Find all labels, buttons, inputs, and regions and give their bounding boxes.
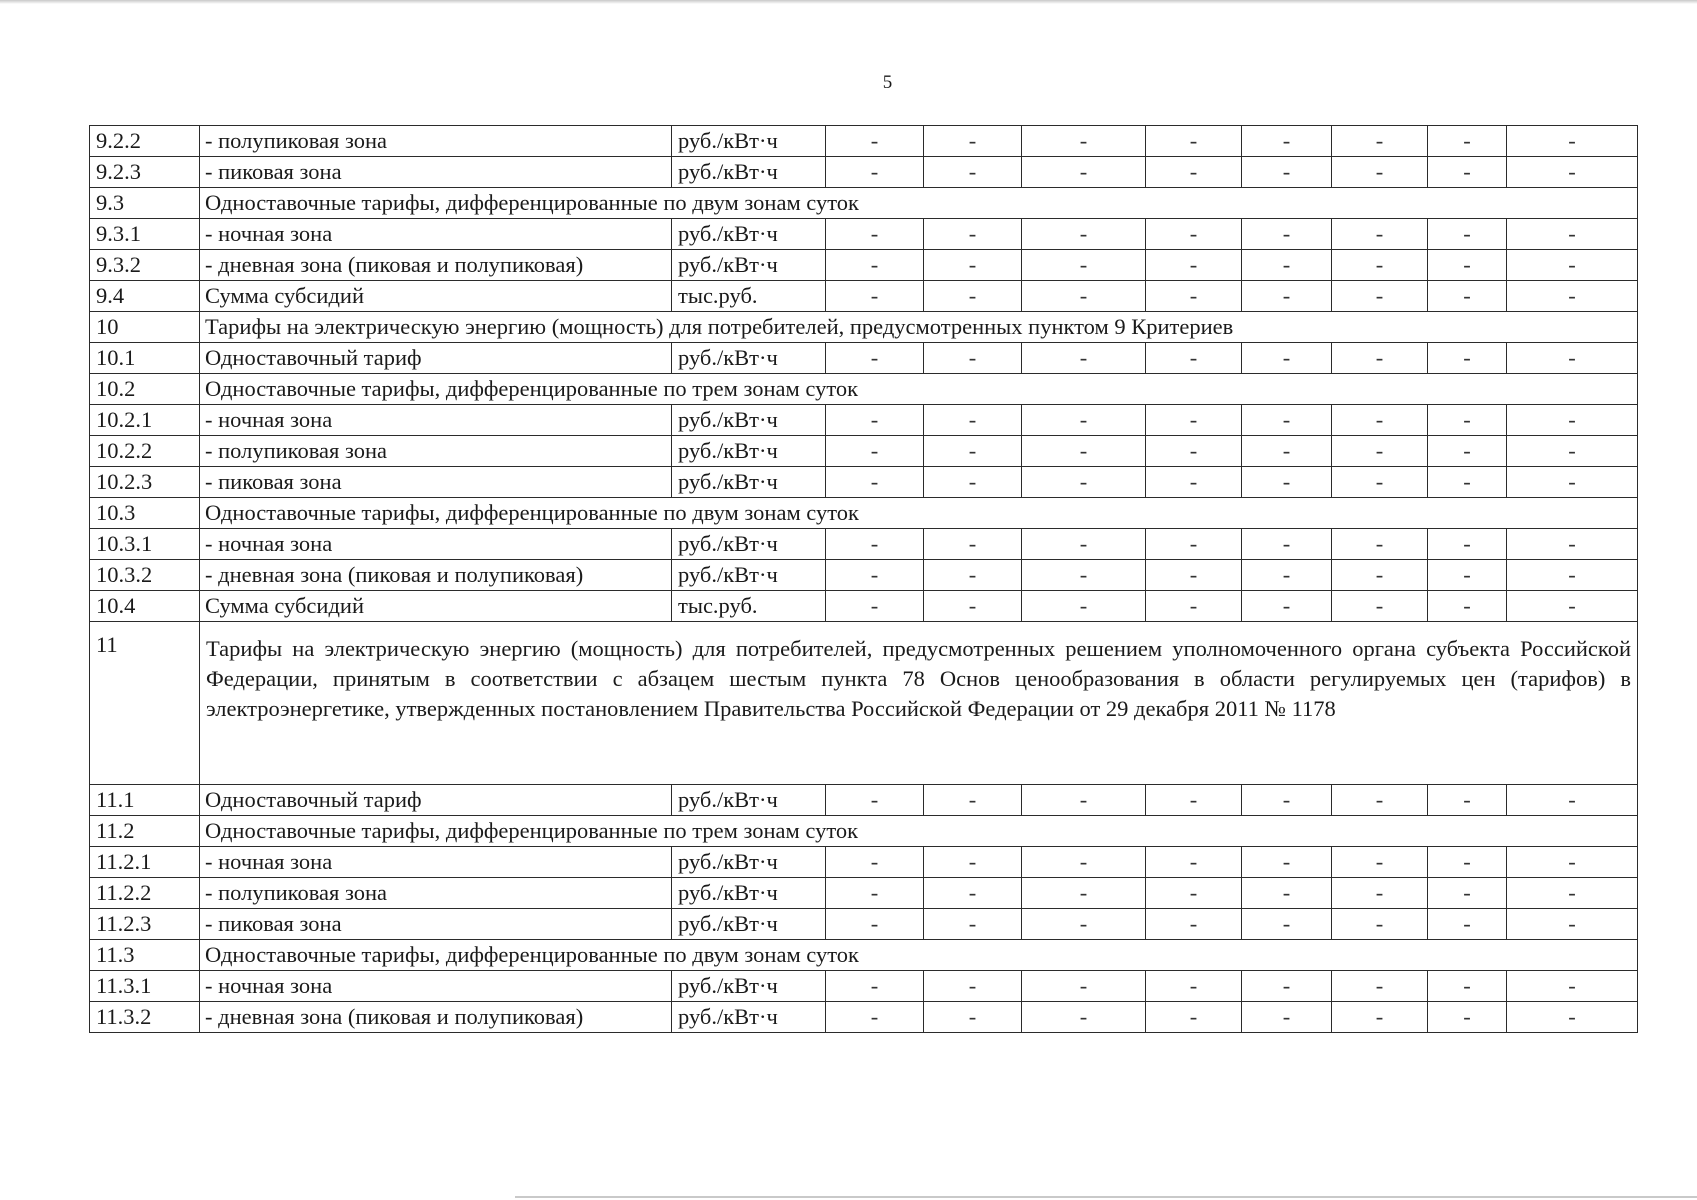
value-cell: - [1022, 436, 1146, 467]
row-unit: тыс.руб. [672, 591, 826, 622]
value-cell: - [1332, 529, 1428, 560]
value-cell: - [826, 250, 924, 281]
value-cell: - [1332, 591, 1428, 622]
value-cell: - [1022, 1002, 1146, 1033]
value-cell: - [1332, 785, 1428, 816]
table-row [90, 847, 1638, 878]
row-name: - полупиковая зона [200, 436, 672, 467]
value-cell: - [1507, 847, 1638, 878]
row-code: 11.3 [90, 940, 200, 971]
row-code: 10.2.3 [90, 467, 200, 498]
value-cell: - [1507, 250, 1638, 281]
value-cell: - [1022, 405, 1146, 436]
row-unit: руб./кВт·ч [672, 560, 826, 591]
row-code: 9.4 [90, 281, 200, 312]
value-cell: - [1022, 971, 1146, 1002]
value-cell: - [1507, 436, 1638, 467]
value-cell: - [1428, 1002, 1507, 1033]
row-code: 11 [90, 622, 200, 785]
value-cell: - [1428, 157, 1507, 188]
value-cell: - [1428, 467, 1507, 498]
row-code: 10 [90, 312, 200, 343]
table-row [90, 343, 1638, 374]
table-row [90, 281, 1638, 312]
value-cell: - [1022, 529, 1146, 560]
value-cell: - [1507, 971, 1638, 1002]
value-cell: - [1022, 467, 1146, 498]
value-cell: - [1242, 909, 1332, 940]
row-unit: руб./кВт·ч [672, 467, 826, 498]
value-cell: - [1428, 250, 1507, 281]
value-cell: - [1242, 343, 1332, 374]
row-code: 10.2.1 [90, 405, 200, 436]
value-cell: - [1428, 529, 1507, 560]
value-cell: - [1428, 560, 1507, 591]
value-cell: - [1428, 785, 1507, 816]
table-row [90, 878, 1638, 909]
value-cell: - [1428, 878, 1507, 909]
value-cell: - [924, 126, 1022, 157]
row-unit: руб./кВт·ч [672, 343, 826, 374]
section-row [90, 940, 1638, 971]
row-name: Одноставочный тариф [200, 785, 672, 816]
value-cell: - [1428, 219, 1507, 250]
value-cell: - [1332, 157, 1428, 188]
table-row [90, 785, 1638, 816]
value-cell: - [1146, 878, 1242, 909]
value-cell: - [1242, 219, 1332, 250]
row-name: - ночная зона [200, 971, 672, 1002]
value-cell: - [924, 467, 1022, 498]
value-cell: - [1242, 971, 1332, 1002]
section-title: Тарифы на электрическую энергию (мощность) для потребителей, предусмотренных пунктом 9 Критериев [200, 312, 1638, 343]
value-cell: - [924, 847, 1022, 878]
value-cell: - [924, 1002, 1022, 1033]
section-row [90, 188, 1638, 219]
value-cell: - [1022, 343, 1146, 374]
value-cell: - [924, 219, 1022, 250]
value-cell: - [1507, 281, 1638, 312]
value-cell: - [1507, 405, 1638, 436]
table-row [90, 591, 1638, 622]
value-cell: - [1146, 250, 1242, 281]
value-cell: - [826, 878, 924, 909]
value-cell: - [1242, 126, 1332, 157]
row-unit: руб./кВт·ч [672, 878, 826, 909]
value-cell: - [1428, 847, 1507, 878]
value-cell: - [1242, 1002, 1332, 1033]
value-cell: - [1332, 971, 1428, 1002]
value-cell: - [1242, 405, 1332, 436]
value-cell: - [1022, 281, 1146, 312]
row-code: 10.3 [90, 498, 200, 529]
row-name: - полупиковая зона [200, 126, 672, 157]
row-name: Сумма субсидий [200, 591, 672, 622]
table-row [90, 436, 1638, 467]
row-code: 10.3.1 [90, 529, 200, 560]
value-cell: - [1428, 591, 1507, 622]
value-cell: - [1428, 971, 1507, 1002]
value-cell: - [1242, 529, 1332, 560]
table-row [90, 405, 1638, 436]
value-cell: - [1332, 126, 1428, 157]
row-code: 11.2.3 [90, 909, 200, 940]
value-cell: - [924, 909, 1022, 940]
value-cell: - [1507, 560, 1638, 591]
value-cell: - [1507, 909, 1638, 940]
value-cell: - [924, 436, 1022, 467]
row-unit: руб./кВт·ч [672, 909, 826, 940]
row-unit: руб./кВт·ч [672, 405, 826, 436]
value-cell: - [1242, 436, 1332, 467]
table-row [90, 250, 1638, 281]
value-cell: - [1332, 1002, 1428, 1033]
row-code: 10.2 [90, 374, 200, 405]
row-code: 11.2 [90, 816, 200, 847]
value-cell: - [826, 529, 924, 560]
row-name: - дневная зона (пиковая и полупиковая) [200, 560, 672, 591]
value-cell: - [826, 219, 924, 250]
value-cell: - [924, 878, 1022, 909]
section-title: Одноставочные тарифы, дифференцированные по двум зонам суток [200, 188, 1638, 219]
row-name: - ночная зона [200, 847, 672, 878]
value-cell: - [1332, 467, 1428, 498]
row-name: - дневная зона (пиковая и полупиковая) [200, 250, 672, 281]
value-cell: - [1242, 847, 1332, 878]
value-cell: - [924, 250, 1022, 281]
tariff-table [89, 125, 1638, 1033]
value-cell: - [924, 971, 1022, 1002]
scan-edge-top [0, 0, 1697, 4]
row-name: - пиковая зона [200, 909, 672, 940]
row-code: 9.2.3 [90, 157, 200, 188]
row-unit: руб./кВт·ч [672, 157, 826, 188]
section-row [90, 622, 1638, 785]
value-cell: - [1428, 126, 1507, 157]
value-cell: - [1022, 157, 1146, 188]
row-name: - полупиковая зона [200, 878, 672, 909]
value-cell: - [1428, 281, 1507, 312]
value-cell: - [1332, 847, 1428, 878]
value-cell: - [1242, 560, 1332, 591]
value-cell: - [924, 405, 1022, 436]
value-cell: - [1332, 878, 1428, 909]
value-cell: - [826, 126, 924, 157]
value-cell: - [1332, 281, 1428, 312]
value-cell: - [1242, 878, 1332, 909]
value-cell: - [924, 785, 1022, 816]
value-cell: - [1332, 343, 1428, 374]
value-cell: - [1332, 219, 1428, 250]
value-cell: - [1507, 1002, 1638, 1033]
value-cell: - [826, 560, 924, 591]
row-code: 10.4 [90, 591, 200, 622]
value-cell: - [1507, 219, 1638, 250]
value-cell: - [1332, 405, 1428, 436]
value-cell: - [1507, 591, 1638, 622]
row-code: 11.2.2 [90, 878, 200, 909]
value-cell: - [1332, 560, 1428, 591]
value-cell: - [1146, 909, 1242, 940]
row-name: - ночная зона [200, 219, 672, 250]
row-code: 9.3.1 [90, 219, 200, 250]
table-row [90, 219, 1638, 250]
value-cell: - [826, 591, 924, 622]
table-row [90, 971, 1638, 1002]
tariff-table-body [90, 126, 1638, 1033]
value-cell: - [924, 560, 1022, 591]
row-name: Сумма субсидий [200, 281, 672, 312]
value-cell: - [1022, 847, 1146, 878]
value-cell: - [826, 281, 924, 312]
value-cell: - [1022, 560, 1146, 591]
value-cell: - [1242, 157, 1332, 188]
table-row [90, 126, 1638, 157]
row-unit: руб./кВт·ч [672, 529, 826, 560]
value-cell: - [924, 529, 1022, 560]
value-cell: - [1332, 250, 1428, 281]
row-code: 11.3.2 [90, 1002, 200, 1033]
row-name: - пиковая зона [200, 157, 672, 188]
value-cell: - [1332, 436, 1428, 467]
row-name: Одноставочный тариф [200, 343, 672, 374]
value-cell: - [826, 847, 924, 878]
value-cell: - [1242, 785, 1332, 816]
value-cell: - [1146, 219, 1242, 250]
value-cell: - [1022, 219, 1146, 250]
value-cell: - [924, 157, 1022, 188]
section-title: Одноставочные тарифы, дифференцированные по двум зонам суток [200, 940, 1638, 971]
value-cell: - [1146, 281, 1242, 312]
value-cell: - [826, 971, 924, 1002]
value-cell: - [1022, 250, 1146, 281]
page-number: 5 [882, 72, 893, 93]
value-cell: - [1507, 878, 1638, 909]
section-row [90, 498, 1638, 529]
value-cell: - [1022, 785, 1146, 816]
row-unit: руб./кВт·ч [672, 847, 826, 878]
value-cell: - [1242, 250, 1332, 281]
row-unit: руб./кВт·ч [672, 1002, 826, 1033]
value-cell: - [1507, 785, 1638, 816]
section-title: Одноставочные тарифы, дифференцированные по трем зонам суток [200, 816, 1638, 847]
table-row [90, 529, 1638, 560]
value-cell: - [1146, 1002, 1242, 1033]
table-row [90, 157, 1638, 188]
row-unit: руб./кВт·ч [672, 971, 826, 1002]
section-row [90, 816, 1638, 847]
value-cell: - [1022, 909, 1146, 940]
value-cell: - [1146, 405, 1242, 436]
row-code: 10.1 [90, 343, 200, 374]
value-cell: - [826, 467, 924, 498]
row-name: - пиковая зона [200, 467, 672, 498]
row-name: - ночная зона [200, 529, 672, 560]
scan-edge-bottom [515, 1196, 1697, 1198]
value-cell: - [1242, 467, 1332, 498]
row-code: 9.2.2 [90, 126, 200, 157]
value-cell: - [924, 281, 1022, 312]
row-code: 10.3.2 [90, 560, 200, 591]
value-cell: - [826, 405, 924, 436]
value-cell: - [1022, 126, 1146, 157]
row-code: 9.3 [90, 188, 200, 219]
value-cell: - [1507, 126, 1638, 157]
value-cell: - [1146, 560, 1242, 591]
table-row [90, 560, 1638, 591]
value-cell: - [1507, 467, 1638, 498]
row-unit: руб./кВт·ч [672, 250, 826, 281]
row-unit: руб./кВт·ч [672, 436, 826, 467]
value-cell: - [826, 785, 924, 816]
value-cell: - [1428, 909, 1507, 940]
row-name: - ночная зона [200, 405, 672, 436]
value-cell: - [1332, 909, 1428, 940]
value-cell: - [826, 1002, 924, 1033]
value-cell: - [1146, 343, 1242, 374]
table-row [90, 467, 1638, 498]
section-title: Одноставочные тарифы, дифференцированные по двум зонам суток [200, 498, 1638, 529]
section-description: Тарифы на электрическую энергию (мощность) для потребителей, предусмотренных решением уполномоченного органа субъекта Российской Федерации, принятым в соответствии с абзацем шестым пункта 78 Основ ценообразования в области регулируемых цен (тарифов) в электроэнергетике, утвержденных постановлением Правительства Российской Федерации от 29 декабря 2011 № 1178 [200, 622, 1638, 785]
value-cell: - [1146, 847, 1242, 878]
section-title: Одноставочные тарифы, дифференцированные по трем зонам суток [200, 374, 1638, 405]
table-row [90, 909, 1638, 940]
value-cell: - [1507, 529, 1638, 560]
section-row [90, 312, 1638, 343]
row-unit: руб./кВт·ч [672, 126, 826, 157]
value-cell: - [1022, 878, 1146, 909]
value-cell: - [1146, 157, 1242, 188]
value-cell: - [1242, 281, 1332, 312]
section-row [90, 374, 1638, 405]
value-cell: - [1146, 436, 1242, 467]
row-unit: руб./кВт·ч [672, 219, 826, 250]
row-code: 11.3.1 [90, 971, 200, 1002]
value-cell: - [1428, 405, 1507, 436]
value-cell: - [826, 343, 924, 374]
value-cell: - [826, 157, 924, 188]
row-unit: руб./кВт·ч [672, 785, 826, 816]
value-cell: - [1428, 436, 1507, 467]
value-cell: - [1146, 591, 1242, 622]
row-code: 11.1 [90, 785, 200, 816]
value-cell: - [1146, 126, 1242, 157]
value-cell: - [826, 436, 924, 467]
table-row [90, 1002, 1638, 1033]
value-cell: - [924, 591, 1022, 622]
value-cell: - [1507, 343, 1638, 374]
row-unit: тыс.руб. [672, 281, 826, 312]
value-cell: - [1146, 971, 1242, 1002]
value-cell: - [1146, 529, 1242, 560]
value-cell: - [1146, 467, 1242, 498]
value-cell: - [1428, 343, 1507, 374]
value-cell: - [924, 343, 1022, 374]
row-name: - дневная зона (пиковая и полупиковая) [200, 1002, 672, 1033]
value-cell: - [1242, 591, 1332, 622]
value-cell: - [826, 909, 924, 940]
row-code: 10.2.2 [90, 436, 200, 467]
value-cell: - [1146, 785, 1242, 816]
row-code: 11.2.1 [90, 847, 200, 878]
row-code: 9.3.2 [90, 250, 200, 281]
value-cell: - [1022, 591, 1146, 622]
value-cell: - [1507, 157, 1638, 188]
